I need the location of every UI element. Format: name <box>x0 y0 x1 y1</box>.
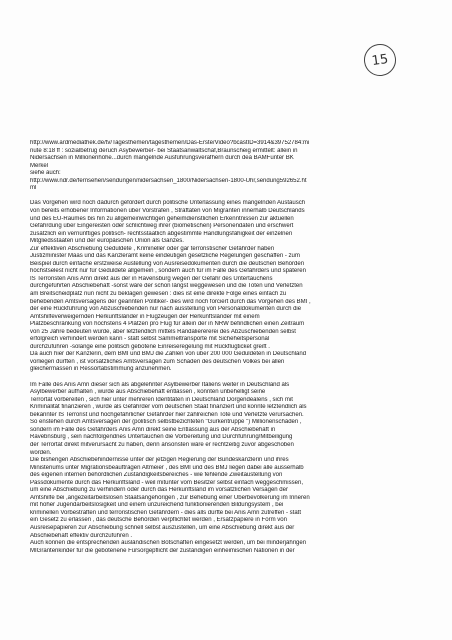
text-line: Da auch hier der Kanzlerin, dem BMI und BMJ die Zahlen von über 200 000 Geduldeten in Deutschland <box>30 351 307 358</box>
text-line: Amtshilfeverweigernden Herkunftsländer in Flugzeugen der Herkunftsländer mit einem <box>30 313 260 320</box>
paragraph <box>30 200 440 374</box>
text-line: Nidersachsen in Millionenhöhe...durch mangelnde Ausführungsverafhern durch dea BAMFunter BK <box>30 155 294 162</box>
text-line: Das Vorgehen wird noch dadurch gefördert durch politische Unterlassung eines mangelnden Austausch <box>30 200 306 207</box>
paragraph-gap <box>30 193 440 201</box>
text-line: Ravebnsburg , sein nachfolgendnes Untertauchen die Vorbereitung und Durchführung/Mitbeiligung <box>30 434 293 441</box>
body-text <box>30 140 440 555</box>
text-line: höchstselest nicht nur für Geduldete allgemein , sondern auch für im Falle des Gefährders und späteren <box>30 268 306 275</box>
page-number-stamp <box>362 42 398 78</box>
text-line: am Breitscheidplatz nun nicht zu beklagen gewesen : dies ist eine direkte Folge eines einfach zu <box>30 290 287 297</box>
text-line: Abschiebehaft effektiv durchzuführen . <box>30 532 132 539</box>
page-number: 15 <box>370 51 390 69</box>
text-line: ml <box>30 185 37 192</box>
text-line: durchgeführten Abschiebehaft -sonst wäre der schon längst weggewesen und die Toten und Verletzten <box>30 283 303 290</box>
text-line: erfolgreich verhindert werden kann - statt selbst Sammeltransporte mit Sicheheitspersonal <box>30 336 270 343</box>
text-line: Ausreisepapieren zur Abschiebung schnell selbst auszustellen, um eine Abschiebung direkt aus der <box>30 524 295 531</box>
text-line: von 25 Jahre bedeuten würde, aber letztendlich mittels Randalierererei des Abzuschiebenden selbst <box>30 328 296 335</box>
paragraph-gap <box>30 374 440 382</box>
text-line: Mitgliedsstaaten und der europäischen Union als Ganzes. <box>30 238 184 245</box>
text-line: ein Gesetz zu erlassen , das deutsche Behörden verpflichtet werden , Ersatzpapiere in Form von <box>30 517 287 524</box>
text-line: mit hoher Jugendarbeitslosigkeit und einem unzureichend funktionierenden Bildungsystem , bei <box>30 502 284 509</box>
text-line: Auch können die entsprechenden ausländischen Botschaften eingesetzt werden, um bei minderjährigen <box>30 540 307 547</box>
text-line: Terrortat vorbereiten , sich hier unter mehreren Identitäten in Deutschland Dorgendealens , sich mit <box>30 396 293 403</box>
paragraph <box>30 382 440 556</box>
text-line: http://www.ardmediathek.de/tv/Tagesthemen/tagesthemen/Das-Erste/Video?bcastID=3914&39752784:mi <box>30 140 310 146</box>
text-line: Zur effektiven Abschiebung Geduldete , Krimineller oder gar terroristischer Gefährder haben <box>30 245 275 252</box>
text-line: Passdokumente durch das Herkunftsland - weil mitunter vom Besitzer selbst einfach weggeschmissen, <box>30 479 303 486</box>
text-line: vorliegen dürften , ist vorsätzliches Amtsversagen zum Schaden des deutschen Volkes bei allen <box>30 358 285 365</box>
text-line: zusätzlich ein vernünftiges politisch- rechtsstaatlich abgestimmte Handlungsfähigkeit der einzelnen <box>30 230 293 237</box>
text-line: Amtshilfe bei ,angezeitarbeitslosen Staatsangehörigen , zur Behebung einer Überbevölkerung im Inneren <box>30 494 310 501</box>
text-line: kriminellen Vorbestraften und terroristischen Gefährdern - dies alls dürfte bei Anis Amri zutreffen - statt <box>30 509 301 516</box>
text-line: des eigenen internen behördlichen Zuständigkeitsbereiches - wie fehlende Zweitaustellung von <box>30 472 283 479</box>
text-line: um eine Abschiebung zu verhindern oder durch das Herkunftsland im vorsätzlichen Versagen der <box>30 487 288 494</box>
text-line: durchzuführen -solange eine politisch gebotene Einreiseregelung mit Rückflugticket greift . <box>30 343 270 350</box>
text-line: Die bisherigen Abschiebehindernisse unter der jetzigen Regierung der Bundeskanzlerin und ihres <box>30 457 289 464</box>
text-line: nute 8:18 ff : sozialbetrug deruch Asybewerber- bei Staatsanwaltschaf,Braunscheig ermittelt: allein in <box>30 147 298 154</box>
text-line: sondern im Falle des Gefährders Anis Amri direkt seine Entlassung aus der Abschiebehaft in <box>30 426 276 433</box>
text-line: MIGrantenkinder für die gebotenene Fürsorgepflicht der zuständigen einheimischen Nationen in der <box>30 547 295 554</box>
text-line: Merkel <box>30 162 49 169</box>
text-line: siehe auch: <box>30 170 61 177</box>
text-line: der Terrortat direkt mitverursacht zu haben, denn ansonsten wäre er rechtzeitig zuvor abgeschoben <box>30 441 294 448</box>
text-line: Beispiel durch einfache erstzweise Austellung von Ausreisedokumenten durch die deutschen Behörden <box>30 260 305 267</box>
text-line: Platzbeschränkung von höchstens 4 Plätzen pro Flug für allein der in NRW befindlichen einen Zeitraum <box>30 321 305 328</box>
source-links-block <box>30 140 440 193</box>
text-line: Justizminister Maas und das Kanzleramt keine eindeutigen gesetzliche Regelungen geschaffen - zum <box>30 253 300 260</box>
text-line: und des EU-Raumes bis hin zu allgemeinwichtigen geheimdienstlichen Erkenntnissen zur aktuellen <box>30 215 294 222</box>
text-line: Im Falle des Anis Amri dieser sich als abgelehnter Asylbewerber Italiens weiter in Deutschland als <box>30 381 290 388</box>
text-line: IS Terroristen Anis Amri direkt aus der in Ravensburg wegen der Gefahr des Untertauchens <box>30 275 273 282</box>
text-line: Ministeriums unter Migrationsbeauftragen Altmeier , des BMI und des BMJ liegen dabei alle ausserhalb <box>30 464 304 471</box>
text-line: gleichermassen in Ressortabstimmung anzunehmen. <box>30 366 172 373</box>
text-line: Kriminalität finanzieren , wurde als Gefährder vom deutschen Staat finanziert und konnte letztendlich als <box>30 404 307 411</box>
text-line: bekannter IS Terrorist und hochgefährlicher Gefährder hier zahlreichen Tote und Verletzte verursachen. <box>30 411 304 418</box>
text-line: von bereits erhobener Informationen über Vorstrafen , Straftaten von Migranten innerhalb Deutschlands <box>30 207 305 214</box>
text-line: Asylbewerber aufhalten , wurde aus Abschiebehaft entlassen , konnten unbehelligt seine <box>30 389 266 396</box>
text-line: So enstehen durch Amtsversagen der (politisch selbstbezichteten "Gurkentruppe ") Millionenschäden , <box>30 419 302 426</box>
text-line: behebenden Amtsversagens der geannten Politiker- dies wird noch forciert durch das Vorgehen des BMI , <box>30 298 311 305</box>
text-line: der eine Rückführung von Abzuschiebenden nur nach ausstellung von Personaldokumenten durch die <box>30 306 302 313</box>
text-line: http://www.ndr.de/fernsehen/sendungen/nidersachsen_1800/Nidersachsen-1800-Uhr,sendung592652.ht <box>30 177 307 184</box>
text-line: Gefährdung über Eingereisten oder schlichtweg ihrer (biometischen) Personendaten und erschwert <box>30 223 294 230</box>
text-line: worden. <box>30 449 52 456</box>
